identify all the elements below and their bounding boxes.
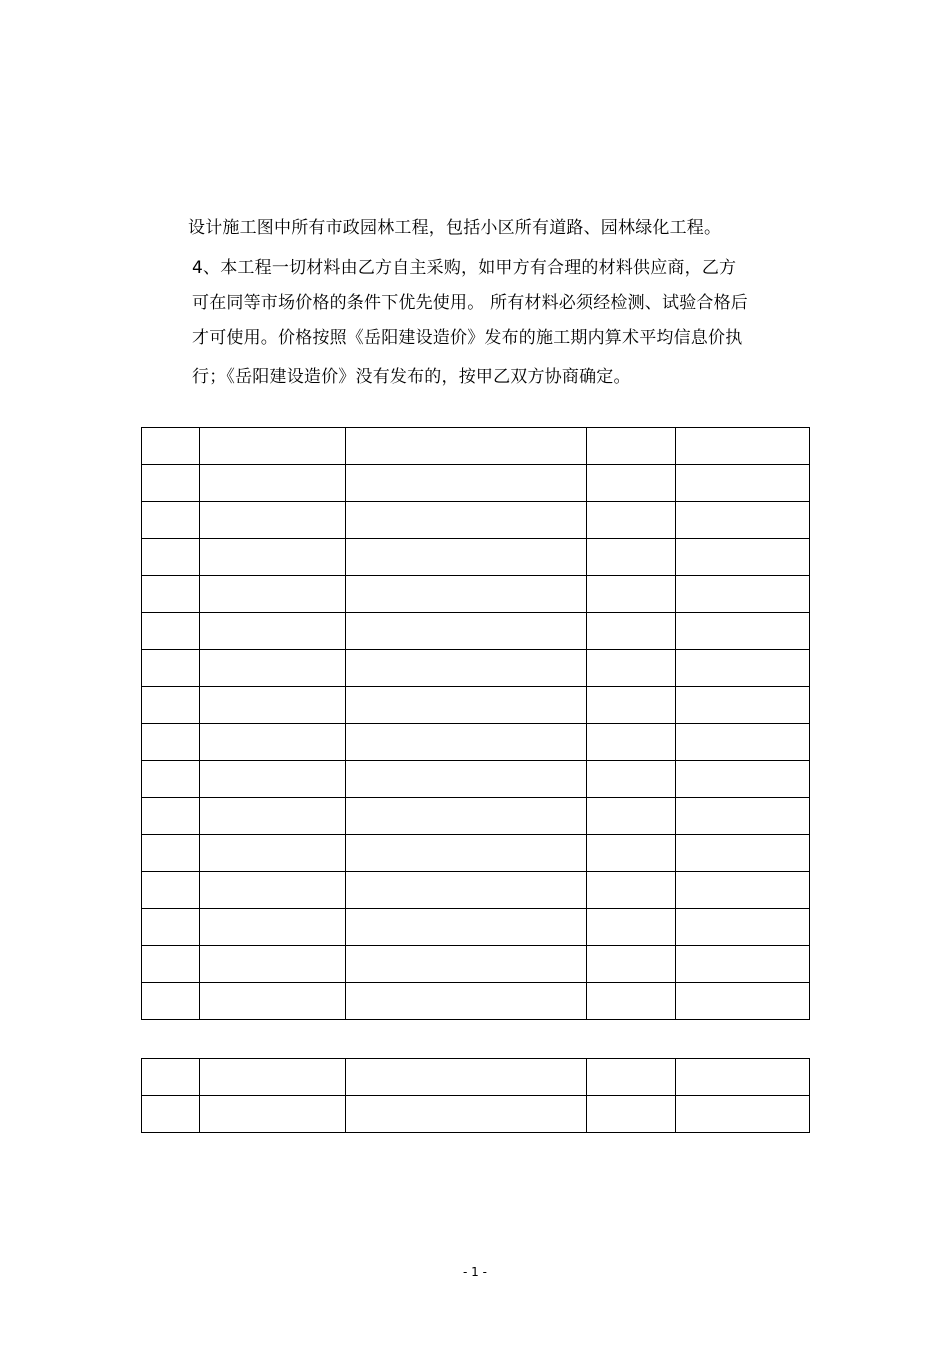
table-cell bbox=[200, 724, 346, 761]
table-cell bbox=[346, 946, 587, 983]
table-cell bbox=[676, 428, 810, 465]
paragraph-line: 设计施工图中所有市政园林工程，包括小区所有道路、园林绿化工程。 bbox=[188, 218, 722, 238]
table-row bbox=[142, 650, 810, 687]
table-cell bbox=[587, 539, 676, 576]
table-row bbox=[142, 872, 810, 909]
table-cell bbox=[676, 946, 810, 983]
table-cell bbox=[142, 576, 200, 613]
table-row bbox=[142, 724, 810, 761]
table-cell bbox=[587, 687, 676, 724]
table-cell bbox=[142, 835, 200, 872]
paragraph-line: 可在同等市场价格的条件下优先使用。 所有材料必须经检测、试验合格后 bbox=[192, 293, 749, 313]
table-cell bbox=[142, 724, 200, 761]
table-cell bbox=[346, 576, 587, 613]
secondary-table bbox=[141, 1058, 810, 1133]
table-cell bbox=[142, 909, 200, 946]
table-row bbox=[142, 1059, 810, 1096]
table-row bbox=[142, 1096, 810, 1133]
table-cell bbox=[142, 687, 200, 724]
table-cell bbox=[676, 502, 810, 539]
table-cell bbox=[142, 465, 200, 502]
table-row bbox=[142, 983, 810, 1020]
table-cell bbox=[200, 502, 346, 539]
table-cell bbox=[142, 761, 200, 798]
table-cell bbox=[346, 1096, 587, 1133]
table-cell bbox=[142, 946, 200, 983]
table-cell bbox=[142, 502, 200, 539]
table-cell bbox=[346, 1059, 587, 1096]
table-cell bbox=[346, 539, 587, 576]
paragraph-line: 4、本工程一切材料由乙方自主采购，如甲方有合理的材料供应商，乙方 bbox=[192, 258, 737, 278]
table-cell bbox=[587, 761, 676, 798]
table-cell bbox=[346, 687, 587, 724]
table-cell bbox=[200, 613, 346, 650]
table-cell bbox=[676, 1059, 810, 1096]
table-cell bbox=[676, 909, 810, 946]
table-cell bbox=[346, 650, 587, 687]
table-cell bbox=[676, 613, 810, 650]
table-cell bbox=[200, 1059, 346, 1096]
table-cell bbox=[346, 835, 587, 872]
table-cell bbox=[142, 983, 200, 1020]
table-cell bbox=[676, 872, 810, 909]
table-row bbox=[142, 539, 810, 576]
table-cell bbox=[587, 613, 676, 650]
table-cell bbox=[587, 798, 676, 835]
table-cell bbox=[346, 428, 587, 465]
table-cell bbox=[587, 835, 676, 872]
table-cell bbox=[676, 687, 810, 724]
table-cell bbox=[200, 872, 346, 909]
table-row bbox=[142, 465, 810, 502]
table-cell bbox=[346, 502, 587, 539]
table-row bbox=[142, 576, 810, 613]
table-cell bbox=[200, 428, 346, 465]
table-cell bbox=[676, 724, 810, 761]
table-cell bbox=[200, 909, 346, 946]
table-cell bbox=[587, 1096, 676, 1133]
table-cell bbox=[346, 983, 587, 1020]
table-row bbox=[142, 761, 810, 798]
table-cell bbox=[142, 1096, 200, 1133]
table-cell bbox=[346, 909, 587, 946]
table-cell bbox=[587, 1059, 676, 1096]
table-cell bbox=[676, 1096, 810, 1133]
table-cell bbox=[346, 798, 587, 835]
table-cell bbox=[200, 539, 346, 576]
table-cell bbox=[346, 613, 587, 650]
table-row bbox=[142, 909, 810, 946]
table-cell bbox=[587, 872, 676, 909]
table-row bbox=[142, 613, 810, 650]
table-cell bbox=[587, 724, 676, 761]
paragraph-line: 才可使用。价格按照《岳阳建设造价》发布的施工期内算术平均信息价执 bbox=[192, 328, 743, 348]
table-cell bbox=[587, 576, 676, 613]
table-cell bbox=[142, 798, 200, 835]
table-cell bbox=[346, 465, 587, 502]
table-cell bbox=[676, 761, 810, 798]
table-cell bbox=[142, 613, 200, 650]
table-cell bbox=[200, 835, 346, 872]
table-cell bbox=[200, 687, 346, 724]
table-cell bbox=[676, 983, 810, 1020]
paragraph-line: 行；《岳阳建设造价》没有发布的，按甲乙双方协商确定。 bbox=[192, 367, 631, 387]
table-row bbox=[142, 946, 810, 983]
table-cell bbox=[587, 465, 676, 502]
materials-table bbox=[141, 427, 810, 1020]
table-cell bbox=[676, 576, 810, 613]
table-cell bbox=[200, 650, 346, 687]
table-cell bbox=[142, 1059, 200, 1096]
table-cell bbox=[587, 428, 676, 465]
table-cell bbox=[142, 650, 200, 687]
table-row bbox=[142, 835, 810, 872]
table-cell bbox=[200, 983, 346, 1020]
table-cell bbox=[200, 798, 346, 835]
table-cell bbox=[200, 465, 346, 502]
table-cell bbox=[142, 539, 200, 576]
table-row bbox=[142, 502, 810, 539]
table-cell bbox=[346, 724, 587, 761]
table-cell bbox=[346, 872, 587, 909]
table-cell bbox=[676, 650, 810, 687]
table-cell bbox=[587, 650, 676, 687]
table-cell bbox=[200, 946, 346, 983]
table-cell bbox=[587, 502, 676, 539]
table-cell bbox=[676, 835, 810, 872]
table-cell bbox=[142, 872, 200, 909]
table-cell bbox=[142, 428, 200, 465]
table-row bbox=[142, 428, 810, 465]
table-cell bbox=[676, 465, 810, 502]
table-cell bbox=[676, 798, 810, 835]
table-row bbox=[142, 687, 810, 724]
table-cell bbox=[200, 761, 346, 798]
table-cell bbox=[676, 539, 810, 576]
table-cell bbox=[587, 983, 676, 1020]
table-row bbox=[142, 798, 810, 835]
table-cell bbox=[587, 909, 676, 946]
table-cell bbox=[346, 761, 587, 798]
page-number: - 1 - bbox=[463, 1265, 487, 1279]
table-cell bbox=[200, 1096, 346, 1133]
table-cell bbox=[587, 946, 676, 983]
table-cell bbox=[200, 576, 346, 613]
